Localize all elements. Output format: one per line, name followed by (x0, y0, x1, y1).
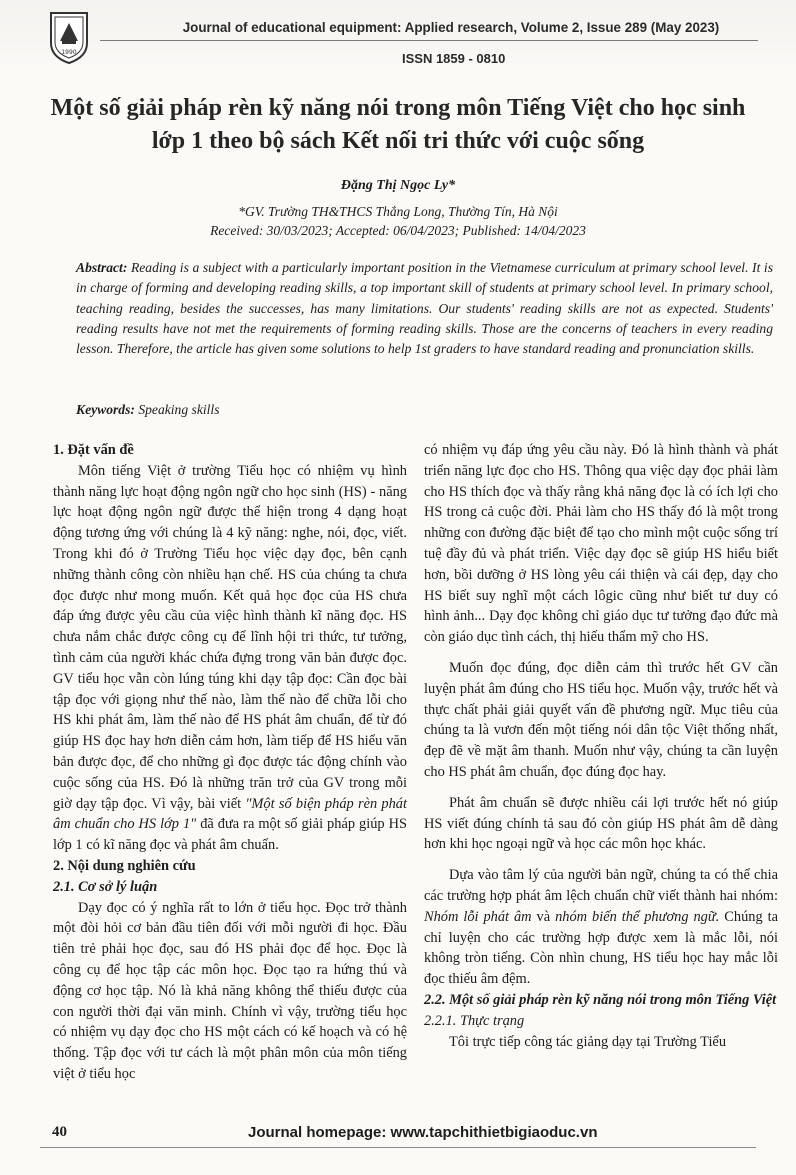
subsection-heading-2-2-1: 2.2.1. Thực trạng (424, 1012, 525, 1029)
paragraph (424, 865, 778, 990)
affiliation: *GV. Trường TH&THCS Thắng Long, Thường Tín, Hà Nội (238, 204, 558, 219)
subsection-heading-2-1: 2.1. Cơ sở lý luận (53, 878, 158, 895)
footer-rule (40, 1147, 756, 1148)
paragraph: Dạy đọc có ý nghĩa rất to lớn ở tiểu học. Đọc trở thành một đòi hỏi cơ bản đầu tiên đối với mỗi người đi học. Đầu tiên trẻ phải học đọc, sau đó HS phải đọc để học. Đọc là công cụ để học tập các môn học. Đọc tạo ra hứng thú và động cơ học tập. Nó là khả năng không thể thiếu được của con người thời đại văn minh. Chính vì vậy, trường tiểu học có nhiệm vụ dạy đọc cho HS một cách có kế hoạch và có hệ thống. Tập đọc với tư cách là một phân môn của môn tiếng việt ở tiểu học (53, 899, 407, 1082)
left-column (53, 440, 407, 1085)
paragraph: Muốn đọc đúng, đọc diễn cảm thì trước hết GV cần luyện phát âm đúng cho HS tiểu học. Muốn vậy, trước hết và thực chất phải giải quyết vấn đề phương ngữ. Mục tiêu của chúng ta là vươn đến một tiếng nói dân tộc Việt thống nhất, đẹp đẽ về mặt âm thanh. Muốn như vậy, chúng ta cần luyện cho HS phát âm chuẩn, đọc đúng đọc hay. (424, 659, 778, 780)
paragraph: Tôi trực tiếp công tác giảng dạy tại Trường Tiểu (449, 1033, 727, 1050)
journal-logo (47, 9, 91, 65)
section-heading-2: 2. Nội dung nghiên cứu (53, 857, 196, 874)
paragraph-text: Chúng ta chỉ luyện cho các trường hợp được xem là mắc lỗi, nói không tròn tiếng. Còn nhìn chung, HS tiểu học hay mắc lỗi đọc thiếu âm đệm. (424, 908, 778, 988)
header-rule (100, 40, 758, 41)
paragraph-text: và (536, 908, 551, 925)
paragraph: Phát âm chuẩn sẽ được nhiều cái lợi trước hết nó giúp HS viết đúng chính tả sau đó còn giúp HS phát âm dễ dàng hơn khi học ngoại ngữ và học các môn học khác. (424, 794, 778, 853)
keywords-text: Speaking skills (138, 402, 220, 417)
journal-header: Journal of educational equipment: Applied research, Volume 2, Issue 289 (May 2023) (182, 20, 720, 35)
header-band (0, 0, 796, 78)
abstract-text: Reading is a subject with a particularly important position in the Vietnamese curriculum at primary school level. It is in charge of forming and developing reading skills, a top important skill of students at primary school level. In primary school, teaching reading, besides the successes, has many limitations. Our students' reading skills are not as expected. Students' reading results have not met the requirements of forming reading skills. Those are the concerns of teachers in every reading lesson. Therefore, the article has given some solutions to help 1st graders to have standard reading and pronunciation skills. (76, 260, 773, 357)
paragraph-text: Môn tiếng Việt ở trường Tiểu học có nhiệm vụ hình thành năng lực hoạt động ngôn ngữ cho học sinh (HS) - năng lực hoạt động ngôn ngữ được thể hiện trong 4 dạng hoạt động tương ứng với chúng là 4 kỹ năng: nghe, nói, đọc, viết. Trong khi đó ở Trường Tiểu học việc dạy đọc, bên cạnh những thành công còn nhiều hạn chế. HS của chúng ta chưa đọc được như mong muốn. Kết quả học đọc của HS chưa đáp ứng được yêu cầu của việc hình thành kĩ năng đọc. HS chưa nắm chắc được công cụ để lĩnh hội tri thức, tư tưởng, tình cảm của người khác chứa đựng trong văn bản được đọc. GV tiểu học vẫn còn lúng túng khi dạy tập đọc: Cần đọc bài tập đọc với giọng như thế nào, làm thế nào để chữa lỗi cho HS khi phát âm, làm thế nào để HS phát âm chuẩn, để từ đó giúp HS đọc hay hơn diễn cảm hơn, làm tiếp để HS hiểu văn bản được đọc, để cho những gì đọc được tác động chính vào cuộc sống của HS. Đó là những trăn trở của GV trong mỗi giờ dạy tập đọc. Vì vậy, bài viết (53, 462, 407, 812)
paragraph: có nhiệm vụ đáp ứng yêu cầu này. Đó là hình thành và phát triển năng lực đọc cho HS. Thông qua việc dạy đọc phải làm cho HS thích đọc và thấy rằng khả năng đọc là có ích lợi cho HS trong cả cuộc đời. Phải làm cho HS thấy đó là một trong những con đường đặc biệt để tạo cho mình một cuộc sống trí tuệ đầy đủ và phát triển. Việc dạy đọc sẽ giúp HS hiểu biết hơn, bồi dưỡng ở HS lòng yêu cái thiện và cái đẹp, dạy cho HS biết suy nghĩ một cách lôgic cũng như biết tư duy có hình ảnh... Dạy đọc không chỉ giáo dục tư tưởng đạo đức mà còn giáo dục tình cách, thị hiếu thẩm mỹ cho HS. (424, 442, 778, 646)
publication-dates: Received: 30/03/2023; Accepted: 06/04/2023; Published: 14/04/2023 (210, 223, 586, 238)
section-heading-1: 1. Đặt vấn đề (53, 442, 134, 458)
abstract (76, 258, 773, 359)
abstract-label: Abstract: (76, 260, 128, 275)
journal-homepage: Journal homepage: www.tapchithietbigiaoduc.vn (248, 1124, 598, 1141)
author: Đặng Thị Ngọc Ly* (340, 178, 456, 193)
subsection-heading-2-2: 2.2. Một số giải pháp rèn kỹ năng nói trong môn Tiếng Việt (424, 991, 777, 1008)
paragraph-italic: "Một số biện pháp rèn phát âm chuẩn cho HS lớp 1" (53, 795, 407, 833)
keywords-label: Keywords: (76, 402, 135, 417)
article-title: Một số giải pháp rèn kỹ năng nói trong môn Tiếng Việt cho học sinh lớp 1 theo bộ sách Kết nối tri thức với cuộc sống (50, 95, 746, 154)
paragraph-italic: nhóm biến thể phương ngữ. (555, 908, 720, 925)
paragraph-italic: Nhóm lỗi phát âm (424, 908, 532, 925)
paragraph-text: Dựa vào tâm lý của người bản ngữ, chúng ta có thể chia các trường hợp phát âm lệch chuẩn chữ viết thành hai nhóm: (424, 867, 778, 904)
page-number: 40 (52, 1124, 67, 1140)
issn: ISSN 1859 - 0810 (402, 51, 506, 66)
paragraph (53, 461, 407, 856)
right-column (424, 440, 778, 1052)
paragraph-text: đã đưa ra một số giải pháp giúp HS lớp 1 có kĩ năng đọc và phát âm chuẩn. (53, 816, 407, 854)
svg-text:1990: 1990 (61, 49, 77, 56)
keywords (76, 402, 219, 418)
